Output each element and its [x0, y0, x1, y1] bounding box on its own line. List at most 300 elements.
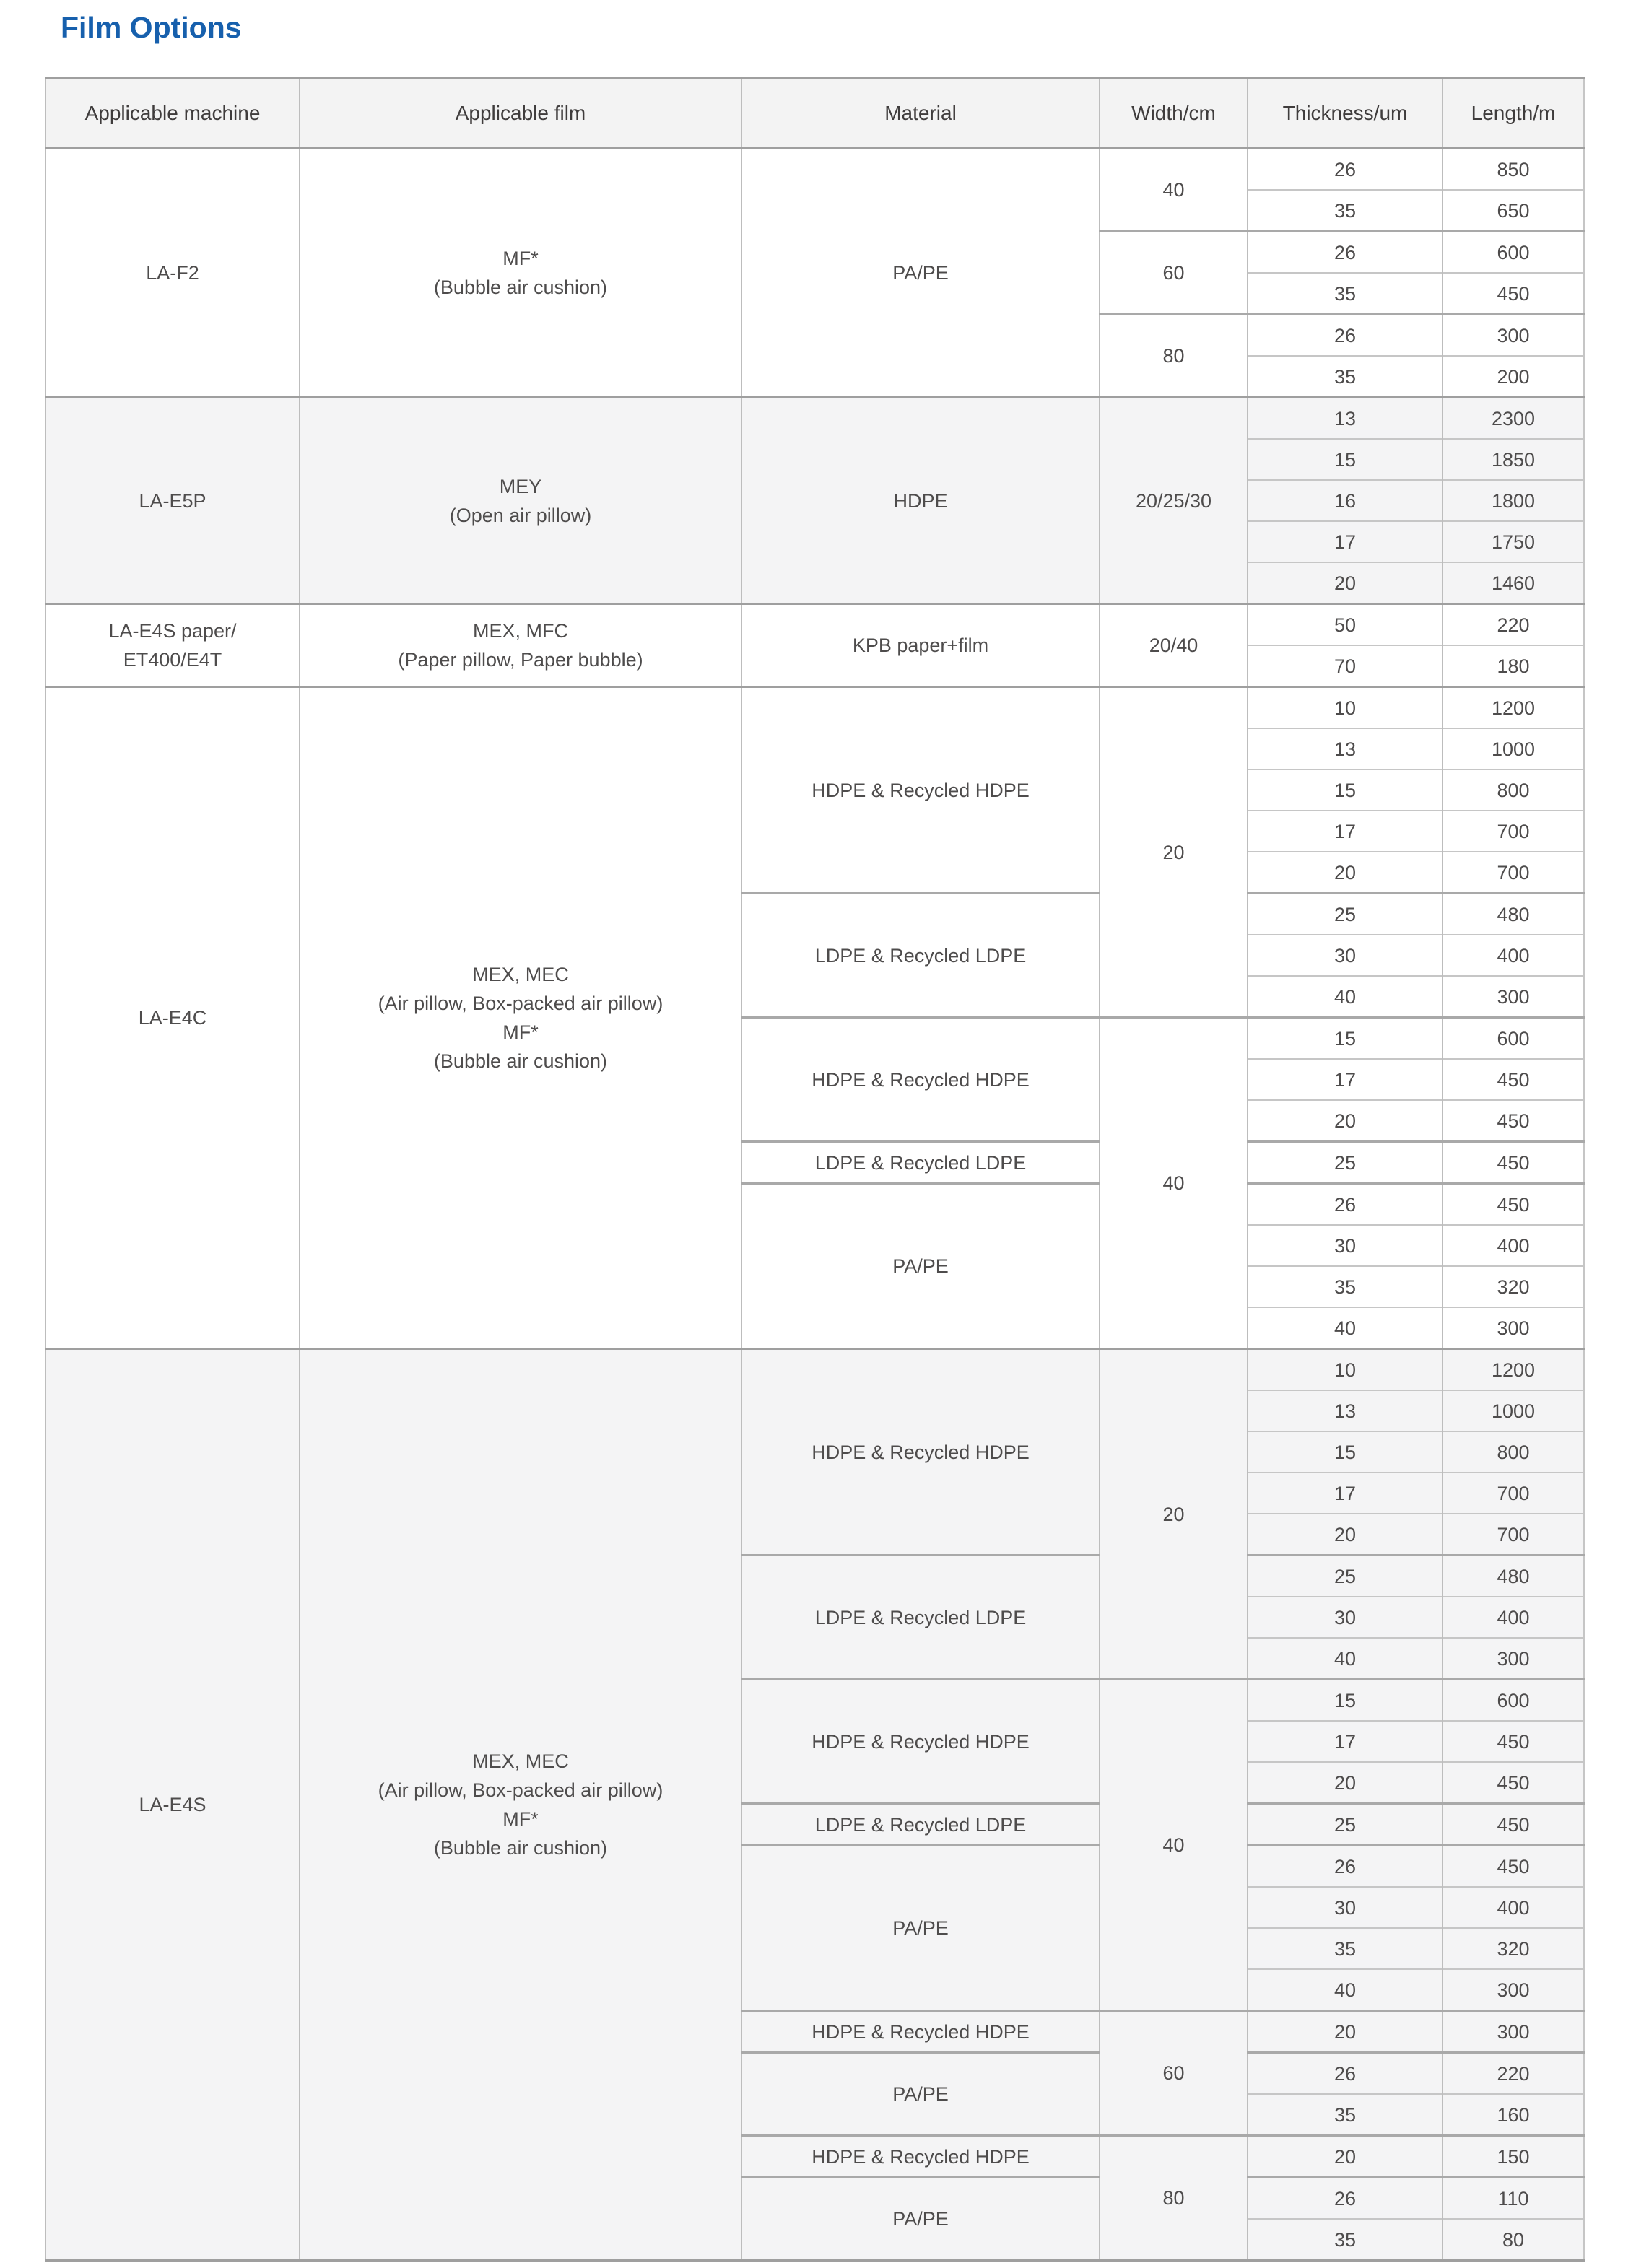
length-cell: [1443, 2053, 1584, 2095]
film-cell: [300, 687, 741, 1349]
material-cell: [741, 1804, 1100, 1846]
thickness-cell-text: 30: [1333, 1896, 1357, 1919]
length-cell: [1443, 2178, 1584, 2220]
length-cell: [1443, 1804, 1584, 1846]
length-cell: [1443, 1431, 1584, 1473]
length-cell-text: 2300: [1491, 407, 1536, 429]
film-cell-text: (Bubble air cushion): [433, 1050, 608, 1072]
thickness-cell-text: 26: [1333, 2062, 1357, 2085]
thickness-cell-text: 26: [1333, 241, 1357, 263]
thickness-cell: [1248, 2178, 1443, 2220]
width-cell: [1100, 315, 1248, 398]
thickness-cell: [1248, 769, 1443, 811]
thickness-cell-text: 25: [1333, 1151, 1357, 1174]
machine-cell-text: LA-E4S: [139, 1794, 206, 1815]
width-cell: [1100, 2011, 1248, 2136]
film-cell-text: MF*: [502, 1021, 539, 1043]
length-cell: [1443, 1100, 1584, 1142]
thickness-cell-text: 25: [1333, 903, 1357, 925]
length-cell: [1443, 1307, 1584, 1349]
length-cell: [1443, 356, 1584, 398]
width-cell: [1100, 1349, 1248, 1680]
length-cell: [1443, 149, 1584, 191]
length-cell: [1443, 1928, 1584, 1969]
length-cell-text: 320: [1497, 1937, 1530, 1960]
table-row: [45, 398, 1584, 440]
thickness-cell: [1248, 2053, 1443, 2095]
material-cell-text: HDPE & Recycled HDPE: [812, 1730, 1030, 1753]
length-cell: [1443, 521, 1584, 562]
length-cell-text: 450: [1497, 1193, 1530, 1216]
length-cell: [1443, 1887, 1584, 1928]
thickness-cell: [1248, 2011, 1443, 2053]
material-cell: [741, 2053, 1100, 2136]
thickness-cell: [1248, 439, 1443, 480]
length-cell-text: 1750: [1491, 531, 1536, 553]
thickness-cell: [1248, 1142, 1443, 1184]
length-cell: [1443, 811, 1584, 852]
thickness-cell: [1248, 1225, 1443, 1266]
material-cell: [741, 1846, 1100, 2011]
length-cell: [1443, 2219, 1584, 2261]
length-cell: [1443, 1018, 1584, 1060]
thickness-cell: [1248, 273, 1443, 315]
length-cell: [1443, 439, 1584, 480]
machine-cell: [45, 604, 300, 687]
length-cell-text: 800: [1497, 1441, 1530, 1463]
material-cell-text: PA/PE: [892, 2208, 949, 2230]
length-cell: [1443, 1680, 1584, 1722]
length-cell-text: 480: [1497, 903, 1530, 925]
length-cell-text: 160: [1497, 2103, 1530, 2126]
col-header-applicable-machine: Applicable machine: [45, 78, 300, 149]
length-cell: [1443, 1556, 1584, 1597]
length-cell-text: 400: [1497, 1234, 1530, 1257]
film-cell-text: (Bubble air cushion): [433, 1837, 608, 1859]
length-cell-text: 1000: [1491, 738, 1536, 760]
thickness-cell: [1248, 2219, 1443, 2261]
thickness-cell-text: 13: [1333, 407, 1357, 429]
length-cell: [1443, 1597, 1584, 1638]
length-cell-text: 300: [1497, 1979, 1530, 2001]
machine-cell-text: ET400/E4T: [123, 649, 222, 671]
length-cell-text: 80: [1502, 2228, 1525, 2251]
table-header: [45, 78, 1584, 149]
thickness-cell-text: 50: [1333, 614, 1357, 636]
col-header-width: Width/cm: [1100, 78, 1248, 149]
length-cell-text: 320: [1497, 1275, 1530, 1298]
length-cell: [1443, 273, 1584, 315]
thickness-cell-text: 15: [1333, 779, 1357, 801]
thickness-cell-text: 30: [1333, 944, 1357, 967]
width-cell-text: 40: [1162, 179, 1185, 201]
length-cell-text: 1000: [1491, 1400, 1536, 1422]
table-body: [45, 149, 1584, 2261]
col-header-length: Length/m: [1443, 78, 1584, 149]
length-cell: [1443, 1059, 1584, 1100]
thickness-cell: [1248, 1762, 1443, 1804]
length-cell-text: 600: [1497, 1689, 1530, 1711]
length-cell-text: 220: [1497, 614, 1530, 636]
thickness-cell-text: 17: [1333, 1730, 1357, 1753]
length-cell-text: 450: [1497, 1151, 1530, 1174]
length-cell-text: 450: [1497, 1730, 1530, 1753]
material-cell: [741, 2136, 1100, 2178]
thickness-cell-text: 26: [1333, 324, 1357, 346]
thickness-cell-text: 17: [1333, 820, 1357, 842]
length-cell: [1443, 2094, 1584, 2136]
length-cell-text: 300: [1497, 324, 1530, 346]
machine-cell: [45, 687, 300, 1349]
col-header-material: Material: [741, 78, 1100, 149]
length-cell-text: 300: [1497, 2020, 1530, 2043]
thickness-cell: [1248, 604, 1443, 646]
length-cell: [1443, 1349, 1584, 1391]
length-cell-text: 1850: [1491, 448, 1536, 471]
thickness-cell: [1248, 1887, 1443, 1928]
width-cell-text: 80: [1162, 2187, 1185, 2209]
thickness-cell: [1248, 1018, 1443, 1060]
thickness-cell: [1248, 935, 1443, 976]
material-cell-text: HDPE & Recycled HDPE: [812, 1441, 1030, 1463]
thickness-cell-text: 30: [1333, 1606, 1357, 1628]
thickness-cell-text: 35: [1333, 1937, 1357, 1960]
length-cell-text: 1200: [1491, 697, 1536, 719]
table-row: [45, 1349, 1584, 1391]
length-cell-text: 480: [1497, 1565, 1530, 1587]
thickness-cell: [1248, 315, 1443, 357]
page-title: Film Options: [61, 11, 242, 44]
header-row: [45, 78, 1584, 149]
thickness-cell: [1248, 1846, 1443, 1888]
width-cell-text: 40: [1162, 1834, 1185, 1856]
film-options-table: [45, 77, 1585, 2262]
thickness-cell-text: 20: [1333, 1523, 1357, 1545]
length-cell: [1443, 1762, 1584, 1804]
length-cell: [1443, 2011, 1584, 2053]
length-cell: [1443, 687, 1584, 729]
thickness-cell: [1248, 1059, 1443, 1100]
length-cell: [1443, 1184, 1584, 1226]
thickness-cell: [1248, 852, 1443, 894]
film-cell-text: MEX, MFC: [473, 620, 568, 642]
thickness-cell-text: 35: [1333, 199, 1357, 222]
length-cell-text: 300: [1497, 1317, 1530, 1339]
film-cell: [300, 1349, 741, 2261]
film-cell-text: MEY: [499, 475, 542, 497]
thickness-cell: [1248, 1184, 1443, 1226]
length-cell-text: 700: [1497, 861, 1530, 884]
thickness-cell-text: 15: [1333, 1689, 1357, 1711]
length-cell-text: 700: [1497, 1482, 1530, 1504]
material-cell-text: KPB paper+film: [852, 634, 989, 656]
length-cell: [1443, 1142, 1584, 1184]
machine-cell-text: LA-E4C: [138, 1007, 207, 1029]
thickness-cell-text: 17: [1333, 531, 1357, 553]
material-cell: [741, 894, 1100, 1018]
thickness-cell-text: 35: [1333, 2103, 1357, 2126]
material-cell: [741, 1184, 1100, 1349]
length-cell-text: 180: [1497, 655, 1530, 677]
thickness-cell-text: 25: [1333, 1565, 1357, 1587]
length-cell: [1443, 398, 1584, 440]
length-cell: [1443, 769, 1584, 811]
thickness-cell-text: 70: [1333, 655, 1357, 677]
thickness-cell: [1248, 521, 1443, 562]
thickness-cell-text: 15: [1333, 1441, 1357, 1463]
width-cell: [1100, 398, 1248, 604]
col-header-thickness: Thickness/um: [1248, 78, 1443, 149]
film-cell-text: (Open air pillow): [449, 504, 592, 526]
film-cell: [300, 398, 741, 604]
length-cell-text: 800: [1497, 779, 1530, 801]
thickness-cell-text: 35: [1333, 365, 1357, 388]
thickness-cell: [1248, 1638, 1443, 1680]
film-cell-text: (Air pillow, Box-packed air pillow): [378, 1779, 663, 1801]
length-cell-text: 650: [1497, 199, 1530, 222]
material-cell-text: LDPE & Recycled LDPE: [814, 944, 1027, 967]
length-cell-text: 450: [1497, 1855, 1530, 1877]
thickness-cell: [1248, 1514, 1443, 1556]
thickness-cell: [1248, 149, 1443, 191]
thickness-cell: [1248, 1390, 1443, 1431]
film-cell-text: MF*: [502, 1808, 539, 1830]
thickness-cell: [1248, 1969, 1443, 2011]
film-cell-text: MEX, MEC: [472, 1750, 569, 1772]
thickness-cell: [1248, 1349, 1443, 1391]
material-cell: [741, 1018, 1100, 1142]
length-cell: [1443, 232, 1584, 274]
material-cell-text: HDPE & Recycled HDPE: [812, 1068, 1030, 1091]
thickness-cell: [1248, 480, 1443, 521]
thickness-cell: [1248, 1556, 1443, 1597]
length-cell-text: 1800: [1491, 489, 1536, 512]
film-cell-text: (Paper pillow, Paper bubble): [398, 649, 643, 671]
thickness-cell-text: 20: [1333, 1109, 1357, 1132]
material-cell: [741, 687, 1100, 894]
thickness-cell: [1248, 687, 1443, 729]
material-cell-text: LDPE & Recycled LDPE: [814, 1813, 1027, 1836]
thickness-cell-text: 35: [1333, 282, 1357, 305]
width-cell-text: 80: [1162, 345, 1185, 367]
length-cell: [1443, 728, 1584, 769]
thickness-cell-text: 26: [1333, 2187, 1357, 2210]
thickness-cell: [1248, 1928, 1443, 1969]
material-cell: [741, 1349, 1100, 1556]
thickness-cell-text: 30: [1333, 1234, 1357, 1257]
thickness-cell: [1248, 1100, 1443, 1142]
length-cell-text: 600: [1497, 241, 1530, 263]
length-cell: [1443, 2136, 1584, 2178]
thickness-cell: [1248, 1307, 1443, 1349]
material-cell: [741, 1142, 1100, 1184]
length-cell: [1443, 852, 1584, 894]
material-cell-text: PA/PE: [892, 2083, 949, 2105]
thickness-cell-text: 26: [1333, 158, 1357, 180]
table-row: [45, 149, 1584, 191]
material-cell: [741, 2178, 1100, 2261]
thickness-cell-text: 17: [1333, 1482, 1357, 1504]
film-cell: [300, 604, 741, 687]
length-cell: [1443, 1514, 1584, 1556]
table-row: [45, 687, 1584, 729]
thickness-cell-text: 40: [1333, 1979, 1357, 2001]
length-cell-text: 700: [1497, 820, 1530, 842]
length-cell-text: 450: [1497, 282, 1530, 305]
length-cell-text: 400: [1497, 1896, 1530, 1919]
length-cell: [1443, 1638, 1584, 1680]
thickness-cell: [1248, 2136, 1443, 2178]
material-cell-text: LDPE & Recycled LDPE: [814, 1606, 1027, 1628]
film-cell-text: MF*: [502, 248, 539, 269]
length-cell: [1443, 1266, 1584, 1307]
length-cell-text: 450: [1497, 1813, 1530, 1836]
thickness-cell-text: 40: [1333, 1317, 1357, 1339]
width-cell-text: 20/25/30: [1135, 489, 1212, 512]
material-cell-text: HDPE & Recycled HDPE: [812, 779, 1030, 801]
machine-cell-text: LA-F2: [146, 262, 199, 284]
thickness-cell: [1248, 728, 1443, 769]
thickness-cell: [1248, 356, 1443, 398]
length-cell-text: 300: [1497, 1647, 1530, 1670]
thickness-cell: [1248, 1266, 1443, 1307]
film-cell-text: MEX, MEC: [472, 964, 569, 985]
length-cell: [1443, 645, 1584, 687]
thickness-cell: [1248, 190, 1443, 232]
material-cell: [741, 1680, 1100, 1804]
length-cell-text: 150: [1497, 2145, 1530, 2168]
thickness-cell-text: 20: [1333, 1771, 1357, 1794]
material-cell-text: PA/PE: [892, 262, 949, 284]
length-cell-text: 450: [1497, 1771, 1530, 1794]
width-cell: [1100, 1680, 1248, 2011]
thickness-cell-text: 26: [1333, 1193, 1357, 1216]
width-cell-text: 40: [1162, 1172, 1185, 1194]
material-cell: [741, 149, 1100, 398]
film-cell: [300, 149, 741, 398]
thickness-cell: [1248, 1721, 1443, 1762]
width-cell-text: 20: [1162, 1503, 1185, 1525]
length-cell-text: 200: [1497, 365, 1530, 388]
length-cell-text: 450: [1497, 1109, 1530, 1132]
table-row: [45, 604, 1584, 646]
width-cell-text: 20: [1162, 841, 1185, 863]
thickness-cell-text: 40: [1333, 985, 1357, 1008]
material-cell: [741, 1556, 1100, 1680]
thickness-cell-text: 25: [1333, 1813, 1357, 1836]
width-cell: [1100, 232, 1248, 315]
length-cell-text: 400: [1497, 944, 1530, 967]
film-cell-text: (Air pillow, Box-packed air pillow): [378, 993, 663, 1014]
thickness-cell: [1248, 811, 1443, 852]
thickness-cell-text: 20: [1333, 572, 1357, 594]
thickness-cell: [1248, 2094, 1443, 2136]
material-cell-text: PA/PE: [892, 1917, 949, 1939]
thickness-cell: [1248, 1431, 1443, 1473]
length-cell-text: 110: [1497, 2187, 1529, 2210]
length-cell-text: 1200: [1491, 1358, 1536, 1381]
thickness-cell: [1248, 894, 1443, 935]
thickness-cell: [1248, 1473, 1443, 1514]
thickness-cell-text: 16: [1333, 489, 1357, 512]
length-cell-text: 450: [1497, 1068, 1530, 1091]
thickness-cell: [1248, 1680, 1443, 1722]
thickness-cell-text: 35: [1333, 1275, 1357, 1298]
thickness-cell-text: 15: [1333, 1027, 1357, 1050]
thickness-cell-text: 13: [1333, 1400, 1357, 1422]
length-cell: [1443, 190, 1584, 232]
width-cell: [1100, 604, 1248, 687]
thickness-cell-text: 15: [1333, 448, 1357, 471]
thickness-cell-text: 13: [1333, 738, 1357, 760]
width-cell: [1100, 687, 1248, 1018]
length-cell: [1443, 1846, 1584, 1888]
thickness-cell-text: 20: [1333, 2020, 1357, 2043]
length-cell: [1443, 1225, 1584, 1266]
thickness-cell-text: 20: [1333, 861, 1357, 884]
width-cell-text: 60: [1162, 2062, 1185, 2084]
thickness-cell: [1248, 1804, 1443, 1846]
material-cell-text: HDPE & Recycled HDPE: [812, 2020, 1030, 2043]
material-cell-text: HDPE & Recycled HDPE: [812, 2145, 1030, 2168]
thickness-cell-text: 10: [1333, 1358, 1357, 1381]
thickness-cell-text: 10: [1333, 697, 1357, 719]
length-cell: [1443, 315, 1584, 357]
thickness-cell-text: 17: [1333, 1068, 1357, 1091]
machine-cell-text: LA-E4S paper/: [108, 620, 237, 642]
width-cell-text: 20/40: [1149, 634, 1198, 656]
film-cell-text: (Bubble air cushion): [433, 276, 608, 298]
length-cell: [1443, 562, 1584, 604]
material-cell-text: HDPE: [893, 489, 948, 512]
machine-cell-text: LA-E5P: [139, 489, 206, 512]
thickness-cell: [1248, 976, 1443, 1018]
material-cell-text: LDPE & Recycled LDPE: [814, 1151, 1027, 1174]
length-cell-text: 400: [1497, 1606, 1530, 1628]
length-cell: [1443, 480, 1584, 521]
col-header-applicable-film: Applicable film: [300, 78, 741, 149]
material-cell: [741, 2011, 1100, 2053]
width-cell-text: 60: [1162, 262, 1185, 284]
length-cell: [1443, 1473, 1584, 1514]
length-cell-text: 1460: [1491, 572, 1536, 594]
length-cell: [1443, 604, 1584, 646]
thickness-cell-text: 20: [1333, 2145, 1357, 2168]
machine-cell: [45, 149, 300, 398]
material-cell: [741, 398, 1100, 604]
thickness-cell-text: 35: [1333, 2228, 1357, 2251]
width-cell: [1100, 1018, 1248, 1349]
thickness-cell-text: 40: [1333, 1647, 1357, 1670]
length-cell: [1443, 1969, 1584, 2011]
material-cell: [741, 604, 1100, 687]
length-cell: [1443, 935, 1584, 976]
width-cell: [1100, 149, 1248, 232]
length-cell: [1443, 976, 1584, 1018]
machine-cell: [45, 1349, 300, 2261]
length-cell-text: 700: [1497, 1523, 1530, 1545]
thickness-cell: [1248, 398, 1443, 440]
material-cell-text: PA/PE: [892, 1255, 949, 1277]
length-cell: [1443, 894, 1584, 935]
length-cell-text: 850: [1497, 158, 1530, 180]
length-cell: [1443, 1721, 1584, 1762]
length-cell-text: 300: [1497, 985, 1530, 1008]
thickness-cell: [1248, 1597, 1443, 1638]
thickness-cell-text: 26: [1333, 1855, 1357, 1877]
machine-cell: [45, 398, 300, 604]
thickness-cell: [1248, 645, 1443, 687]
